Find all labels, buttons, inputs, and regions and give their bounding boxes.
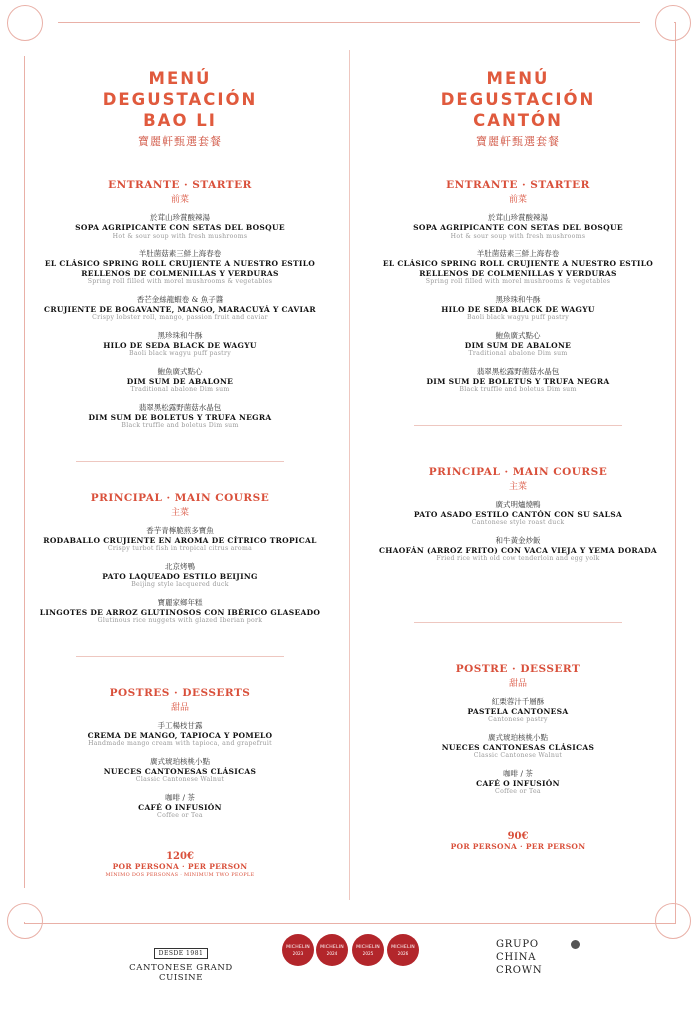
column-divider	[349, 50, 350, 900]
dish-en: Classic Cantonese Walnut	[135, 776, 225, 783]
section-title-cn: 前菜	[170, 195, 189, 205]
dish	[30, 721, 330, 749]
dish-cn: 北京烤鴨	[165, 561, 195, 571]
since-badge: DESDE 1981	[154, 948, 209, 959]
dish-cn: 手工楊枝甘露	[157, 720, 203, 730]
section-title: POSTRES · DESSERTS	[109, 686, 251, 699]
dish-es: PASTELA CANTONESA	[467, 706, 569, 716]
dish-es: CAFÉ O INFUSIÓN	[476, 778, 560, 788]
dish-es: PATO ASADO ESTILO CANTÓN CON SU SALSA	[413, 509, 623, 519]
brand-tagline: CANTONESE GRAND CUISINE	[129, 963, 233, 983]
dish-es: CREMA DE MANGO, TAPIOCA Y POMELO	[87, 730, 273, 740]
dish-en: Cantonese style roast duck	[471, 519, 565, 526]
section-title: PRINCIPAL · MAIN COURSE	[90, 491, 270, 504]
dish-en: Hot & sour soup with fresh mushrooms	[450, 232, 586, 240]
michelin-year: 2026	[397, 951, 409, 956]
dish-cn: 於茸山珍賞酸辣湯	[150, 213, 210, 222]
group-name-line2: CHINA CROWN	[496, 952, 543, 976]
dish-es: HILO DE SEDA BLACK DE WAGYU	[441, 304, 595, 314]
michelin-badge	[387, 934, 419, 966]
dish-cn: 廣式明爐燒鴨	[495, 499, 541, 509]
title-line: BAO LI	[143, 111, 217, 130]
frame-corner	[640, 888, 674, 922]
section-title-cn: 主菜	[170, 507, 189, 518]
dish-es: SOPA AGRIPICANTE CON SETAS DEL BOSQUE	[413, 223, 623, 232]
dish	[30, 331, 330, 359]
michelin-year: 2024	[326, 951, 338, 956]
frame-corner	[24, 888, 58, 922]
dish-cn: 鮑魚廣式點心	[495, 330, 541, 340]
price: 90€	[507, 830, 529, 842]
dish-es: DIM SUM DE ABALONE	[126, 376, 234, 386]
dish-cn: 廣式琥珀核桃小點	[150, 756, 210, 766]
dish	[368, 295, 668, 323]
michelin-badge	[316, 934, 348, 966]
michelin-badge	[282, 934, 314, 966]
menu-title	[30, 68, 330, 131]
dish-en: Traditional abalone Dim sum	[130, 386, 230, 393]
dish	[30, 526, 330, 554]
dish-es: LINGOTES DE ARROZ GLUTINOSOS CON IBÉRICO GLASEADO	[39, 607, 321, 617]
title-line: MENÚ	[486, 69, 550, 88]
dish	[30, 213, 330, 241]
crown-icon	[571, 940, 580, 949]
dish-es: NUECES CANTONESAS CLÁSICAS	[441, 742, 595, 752]
dish-cn: 咖啡 / 茶	[165, 792, 195, 802]
frame-corner	[640, 22, 674, 56]
michelin-label: MICHELIN	[391, 945, 415, 950]
dish-en: Classic Cantonese Walnut	[473, 752, 563, 759]
dish-cn: 香芒金絲龍蝦卷 & 魚子醬	[136, 294, 224, 304]
dish-cn: 和牛黃金炒飯	[495, 535, 541, 545]
price-per-person: POR PERSONA · PER PERSON	[112, 861, 248, 871]
dish-cn: 羊肚菌菇素三鮮上海春卷	[476, 249, 560, 258]
dish	[368, 536, 668, 564]
menu-canton	[368, 68, 668, 851]
dish-es: SOPA AGRIPICANTE CON SETAS DEL BOSQUE	[75, 223, 285, 232]
dish	[368, 500, 668, 528]
section-title-cn: 主菜	[508, 481, 527, 492]
title-line: DEGUSTACIÓN	[440, 90, 596, 109]
dish-en: Spring roll filled with morel mushrooms & vegetables	[425, 278, 611, 285]
dish-en: Handmade mango cream with tapioca, and grapefruit	[88, 740, 272, 747]
dish	[30, 757, 330, 785]
price: 120€	[166, 850, 194, 862]
dish-en: Crispy turbot fish in tropical citrus aroma	[107, 545, 253, 552]
dish-es: HILO DE SEDA BLACK DE WAGYU	[103, 340, 257, 350]
menu-bao-li	[30, 68, 330, 878]
group-name-line1: GRUPO	[496, 939, 539, 950]
dish-es: DIM SUM DE ABALONE	[464, 340, 572, 350]
dish-es: EL CLÁSICO SPRING ROLL CRUJIENTE A NUESTRO ESTILO RELLENOS DE COLMENILLAS Y VERDURAS	[382, 259, 654, 278]
dish	[368, 733, 668, 761]
dish	[368, 213, 668, 241]
dish	[30, 562, 330, 590]
dish	[368, 769, 668, 797]
price-per-person: POR PERSONA · PER PERSON	[450, 841, 586, 851]
dish-en: Crispy lobster roll, mango, passion fruit and caviar	[92, 314, 268, 321]
brand-block	[116, 940, 246, 983]
dish-en: Traditional abalone Dim sum	[468, 350, 568, 357]
section-title-cn: 甜品	[508, 678, 527, 689]
dish-cn: 翡翠黑松露野菌菇水晶包	[476, 366, 560, 376]
dish-es: PATO LAQUEADO ESTILO BEIJING	[102, 571, 258, 581]
dish	[30, 793, 330, 821]
dish	[30, 598, 330, 626]
group-logo	[496, 938, 586, 977]
dish	[368, 331, 668, 359]
dish-cn: 香芋青檸脆煎多寶魚	[146, 525, 214, 535]
menu-title	[368, 68, 668, 131]
section-title-cn: 前菜	[508, 195, 527, 205]
dish-en: Cantonese pastry	[488, 716, 548, 723]
dish-en: Spring roll filled with morel mushrooms & vegetables	[87, 278, 273, 285]
menu-title-cn: 寶麗軒甄選套餐	[138, 135, 222, 148]
dish-cn: 翡翠黑松露野菌菇水晶包	[138, 402, 222, 412]
dish-en: Glutinous rice nuggets with glazed Iberian pork	[97, 617, 263, 624]
title-line: CANTÓN	[473, 111, 563, 130]
michelin-year: 2025	[362, 951, 374, 956]
dish-es: NUECES CANTONESAS CLÁSICAS	[103, 766, 257, 776]
dish	[368, 367, 668, 395]
michelin-label: MICHELIN	[320, 945, 344, 950]
dish	[30, 403, 330, 431]
michelin-label: MICHELIN	[286, 945, 310, 950]
title-line: DEGUSTACIÓN	[102, 90, 258, 109]
dish-cn: 廣式琥珀核桃小點	[488, 732, 548, 742]
title-line: MENÚ	[148, 69, 212, 88]
dish-en: Black truffle and boletus Dim sum	[121, 422, 239, 429]
dish-es: CAFÉ O INFUSIÓN	[138, 802, 222, 812]
price-minimum: MÍNIMO DOS PERSONAS · MINIMUM TWO PEOPLE	[105, 871, 255, 878]
dish-en: Baoli black wagyu puff pastry	[128, 350, 232, 357]
dish-cn: 黑珍珠和牛酥	[495, 294, 541, 304]
section-title: POSTRE · DESSERT	[455, 662, 581, 675]
dish-cn: 咖啡 / 茶	[503, 768, 533, 778]
michelin-label: MICHELIN	[356, 945, 380, 950]
dish-en: Black truffle and boletus Dim sum	[459, 386, 577, 393]
section-title: ENTRANTE · STARTER	[446, 179, 590, 191]
section-title: PRINCIPAL · MAIN COURSE	[428, 465, 608, 478]
dish-cn: 羊肚菌菇素三鮮上海春卷	[138, 249, 222, 258]
dish-es: CRUJIENTE DE BOGAVANTE, MANGO, MARACUYÁ Y CAVIAR	[44, 304, 316, 314]
dish-cn: 鮑魚廣式點心	[157, 366, 203, 376]
dish-es: DIM SUM DE BOLETUS Y TRUFA NEGRA	[88, 412, 272, 422]
frame-corner	[24, 22, 58, 56]
dish-en: Beijing style lacquered duck	[131, 581, 229, 588]
dish-es: DIM SUM DE BOLETUS Y TRUFA NEGRA	[426, 376, 610, 386]
section-title: ENTRANTE · STARTER	[108, 179, 252, 191]
michelin-badge	[352, 934, 384, 966]
dish	[30, 249, 330, 287]
dish	[30, 295, 330, 323]
dish-es: CHAOFÁN (ARROZ FRITO) CON VACA VIEJA Y YEMA DORADA	[379, 545, 657, 555]
dish	[30, 367, 330, 395]
dish-en: Coffee or Tea	[495, 788, 541, 795]
dish-es: RODABALLO CRUJIENTE EN AROMA DE CÍTRICO TROPICAL	[43, 535, 317, 545]
dish-en: Fried rice with old cow tenderloin and egg yolk	[436, 555, 600, 562]
menu-title-cn: 寶麗軒甄選套餐	[476, 135, 560, 148]
dish	[368, 697, 668, 725]
dish-en: Hot & sour soup with fresh mushrooms	[112, 232, 248, 240]
michelin-year: 2023	[292, 951, 304, 956]
dish	[368, 249, 668, 287]
dish-en: Coffee or Tea	[157, 812, 203, 819]
dish-en: Baoli black wagyu puff pastry	[466, 314, 570, 321]
dish-es: EL CLÁSICO SPRING ROLL CRUJIENTE A NUESTRO ESTILO RELLENOS DE COLMENILLAS Y VERDURAS	[44, 259, 316, 278]
section-title-cn: 甜品	[170, 702, 189, 713]
dish-cn: 紅栗蓉汁千層酥	[491, 696, 545, 706]
dish-cn: 於茸山珍賞酸辣湯	[488, 213, 548, 222]
dish-cn: 寶麗家鄉年糕	[157, 597, 203, 607]
dish-cn: 黑珍珠和牛酥	[157, 330, 203, 340]
